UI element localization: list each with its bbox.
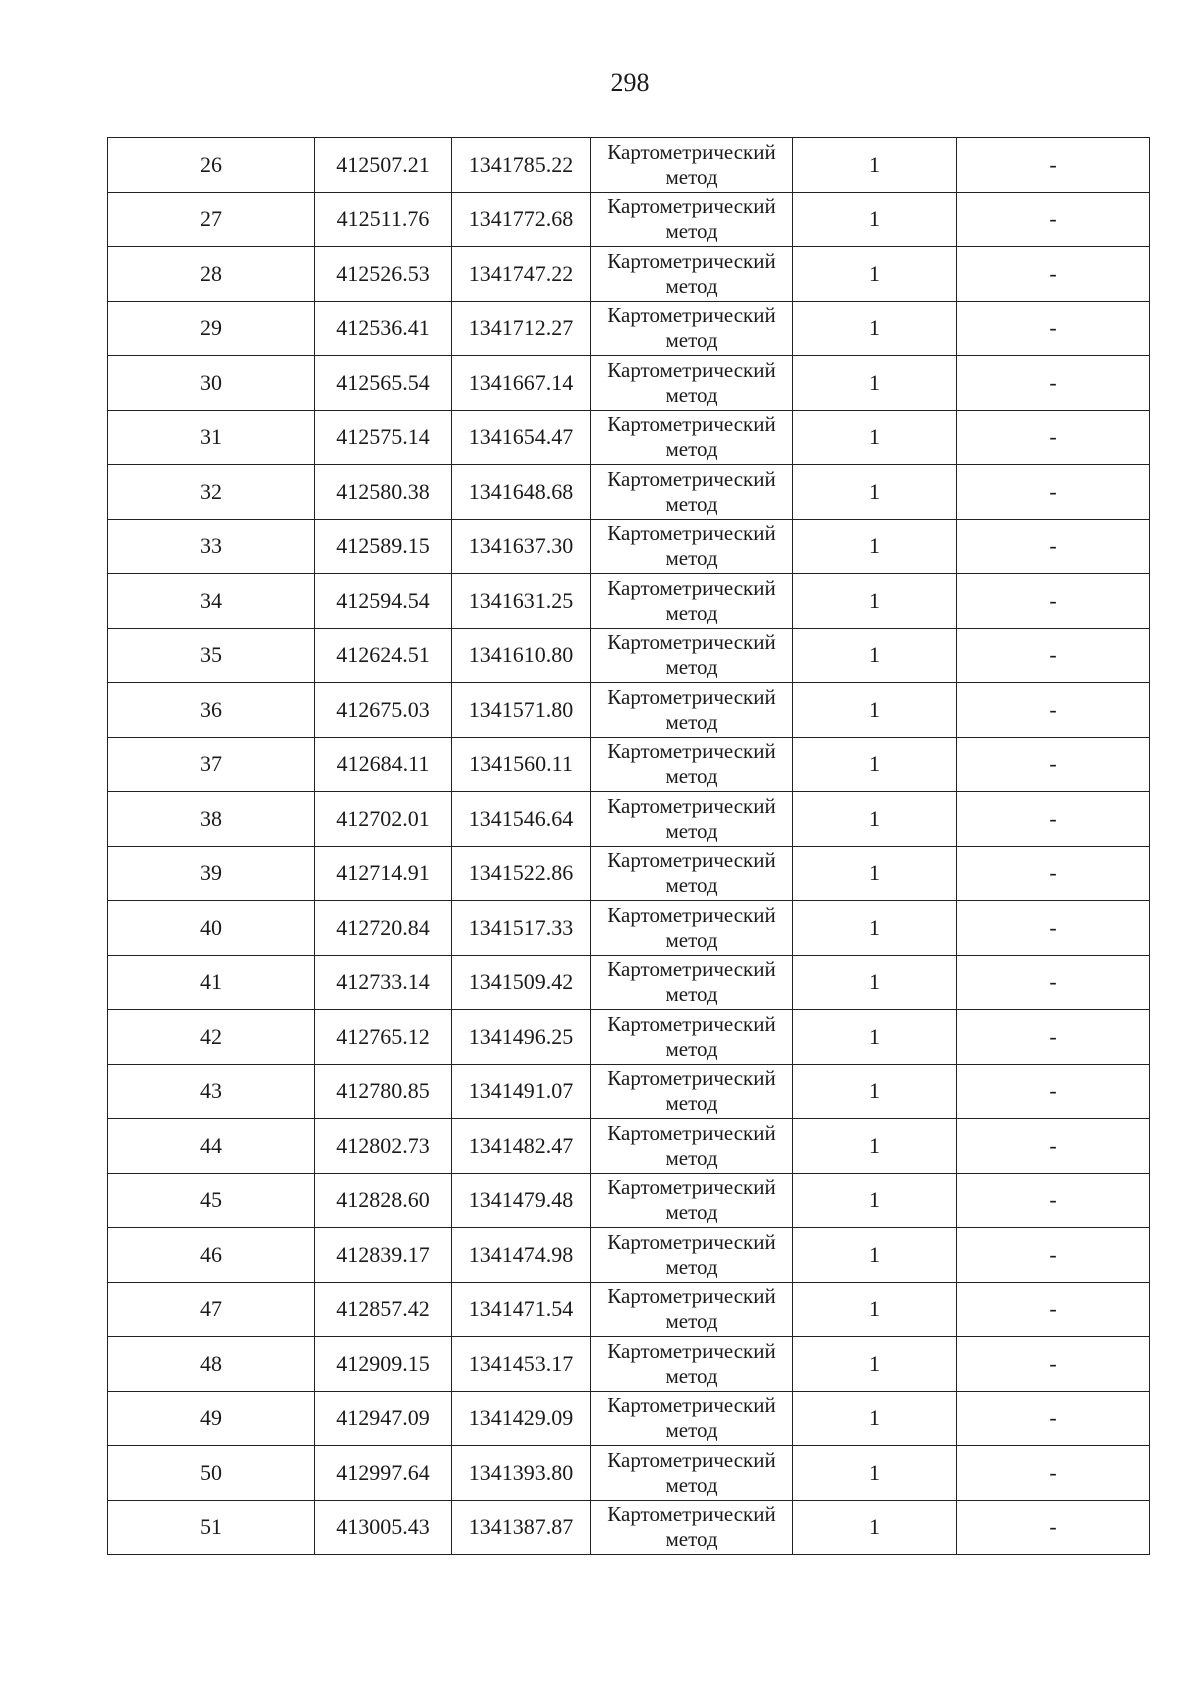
point-number-cell: 37 xyxy=(108,737,315,792)
method-line-2: метод xyxy=(665,1363,718,1388)
accuracy-cell: 1 xyxy=(793,1010,957,1065)
note-cell: - xyxy=(957,465,1150,520)
table-row xyxy=(108,1337,1150,1392)
method-cell xyxy=(591,1337,793,1392)
x-coordinate-cell: 413005.43 xyxy=(315,1500,452,1555)
point-number-cell: 42 xyxy=(108,1010,315,1065)
table-row xyxy=(108,1446,1150,1501)
method-line-2: метод xyxy=(665,491,718,516)
point-number-cell: 51 xyxy=(108,1500,315,1555)
method-cell xyxy=(591,901,793,956)
method-line-1: Картометрический xyxy=(607,1393,776,1418)
table-row xyxy=(108,1282,1150,1337)
y-coordinate-cell: 1341546.64 xyxy=(452,792,591,847)
method-line-1: Картометрический xyxy=(607,1338,776,1363)
method-line-1: Картометрический xyxy=(607,466,776,491)
x-coordinate-cell: 412947.09 xyxy=(315,1391,452,1446)
table-row xyxy=(108,1228,1150,1283)
table-row xyxy=(108,846,1150,901)
note-cell: - xyxy=(957,1010,1150,1065)
y-coordinate-cell: 1341571.80 xyxy=(452,683,591,738)
method-line-1: Картометрический xyxy=(607,1175,776,1200)
method-cell xyxy=(591,1173,793,1228)
method-line-2: метод xyxy=(665,873,718,898)
method-cell xyxy=(591,1446,793,1501)
y-coordinate-cell: 1341479.48 xyxy=(452,1173,591,1228)
note-cell: - xyxy=(957,1064,1150,1119)
point-number-cell: 44 xyxy=(108,1119,315,1174)
table-row xyxy=(108,683,1150,738)
method-line-2: метод xyxy=(665,1527,718,1552)
method-line-2: метод xyxy=(665,1091,718,1116)
table-row xyxy=(108,356,1150,411)
method-line-1: Картометрический xyxy=(607,902,776,927)
method-line-1: Картометрический xyxy=(607,630,776,655)
point-number-cell: 46 xyxy=(108,1228,315,1283)
method-line-2: метод xyxy=(665,1200,718,1225)
accuracy-cell: 1 xyxy=(793,792,957,847)
note-cell: - xyxy=(957,1173,1150,1228)
method-line-1: Картометрический xyxy=(607,1120,776,1145)
method-cell xyxy=(591,574,793,629)
y-coordinate-cell: 1341429.09 xyxy=(452,1391,591,1446)
x-coordinate-cell: 412565.54 xyxy=(315,356,452,411)
accuracy-cell: 1 xyxy=(793,1500,957,1555)
table-row xyxy=(108,192,1150,247)
note-cell: - xyxy=(957,192,1150,247)
table-row xyxy=(108,574,1150,629)
method-cell xyxy=(591,737,793,792)
accuracy-cell: 1 xyxy=(793,410,957,465)
method-cell xyxy=(591,247,793,302)
accuracy-cell: 1 xyxy=(793,628,957,683)
table-row xyxy=(108,465,1150,520)
note-cell: - xyxy=(957,574,1150,629)
method-cell xyxy=(591,1010,793,1065)
x-coordinate-cell: 412702.01 xyxy=(315,792,452,847)
method-cell xyxy=(591,1064,793,1119)
y-coordinate-cell: 1341747.22 xyxy=(452,247,591,302)
point-number-cell: 30 xyxy=(108,356,315,411)
note-cell: - xyxy=(957,410,1150,465)
x-coordinate-cell: 412511.76 xyxy=(315,192,452,247)
method-cell xyxy=(591,301,793,356)
y-coordinate-cell: 1341560.11 xyxy=(452,737,591,792)
method-line-2: метод xyxy=(665,219,718,244)
method-line-1: Картометрический xyxy=(607,1447,776,1472)
point-number-cell: 28 xyxy=(108,247,315,302)
accuracy-cell: 1 xyxy=(793,846,957,901)
method-line-2: метод xyxy=(665,1418,718,1443)
note-cell: - xyxy=(957,901,1150,956)
method-line-2: метод xyxy=(665,1472,718,1497)
method-cell xyxy=(591,465,793,520)
note-cell: - xyxy=(957,1391,1150,1446)
y-coordinate-cell: 1341482.47 xyxy=(452,1119,591,1174)
point-number-cell: 32 xyxy=(108,465,315,520)
x-coordinate-cell: 412536.41 xyxy=(315,301,452,356)
table-row xyxy=(108,792,1150,847)
note-cell: - xyxy=(957,1228,1150,1283)
table-row xyxy=(108,247,1150,302)
point-number-cell: 39 xyxy=(108,846,315,901)
accuracy-cell: 1 xyxy=(793,138,957,193)
table-row xyxy=(108,1064,1150,1119)
table-row xyxy=(108,1173,1150,1228)
note-cell: - xyxy=(957,519,1150,574)
accuracy-cell: 1 xyxy=(793,1446,957,1501)
y-coordinate-cell: 1341522.86 xyxy=(452,846,591,901)
y-coordinate-cell: 1341785.22 xyxy=(452,138,591,193)
note-cell: - xyxy=(957,846,1150,901)
y-coordinate-cell: 1341654.47 xyxy=(452,410,591,465)
accuracy-cell: 1 xyxy=(793,1064,957,1119)
y-coordinate-cell: 1341491.07 xyxy=(452,1064,591,1119)
method-line-2: метод xyxy=(665,164,718,189)
table-row xyxy=(108,1500,1150,1555)
method-line-1: Картометрический xyxy=(607,248,776,273)
point-number-cell: 27 xyxy=(108,192,315,247)
method-line-1: Картометрический xyxy=(607,1502,776,1527)
y-coordinate-cell: 1341772.68 xyxy=(452,192,591,247)
method-line-1: Картометрический xyxy=(607,521,776,546)
point-number-cell: 40 xyxy=(108,901,315,956)
accuracy-cell: 1 xyxy=(793,1119,957,1174)
method-line-1: Картометрический xyxy=(607,1011,776,1036)
y-coordinate-cell: 1341631.25 xyxy=(452,574,591,629)
x-coordinate-cell: 412714.91 xyxy=(315,846,452,901)
method-cell xyxy=(591,356,793,411)
method-cell xyxy=(591,1391,793,1446)
point-number-cell: 34 xyxy=(108,574,315,629)
table-row xyxy=(108,1010,1150,1065)
note-cell: - xyxy=(957,792,1150,847)
method-cell xyxy=(591,192,793,247)
point-number-cell: 29 xyxy=(108,301,315,356)
coordinates-table xyxy=(107,137,1150,1555)
point-number-cell: 47 xyxy=(108,1282,315,1337)
note-cell: - xyxy=(957,1446,1150,1501)
accuracy-cell: 1 xyxy=(793,901,957,956)
table-row xyxy=(108,737,1150,792)
method-line-2: метод xyxy=(665,1145,718,1170)
point-number-cell: 43 xyxy=(108,1064,315,1119)
method-cell xyxy=(591,1119,793,1174)
method-line-2: метод xyxy=(665,273,718,298)
point-number-cell: 48 xyxy=(108,1337,315,1392)
table-row xyxy=(108,628,1150,683)
y-coordinate-cell: 1341471.54 xyxy=(452,1282,591,1337)
x-coordinate-cell: 412733.14 xyxy=(315,955,452,1010)
method-line-2: метод xyxy=(665,546,718,571)
accuracy-cell: 1 xyxy=(793,301,957,356)
x-coordinate-cell: 412765.12 xyxy=(315,1010,452,1065)
x-coordinate-cell: 412594.54 xyxy=(315,574,452,629)
x-coordinate-cell: 412589.15 xyxy=(315,519,452,574)
page-number: 298 xyxy=(610,68,650,97)
method-line-1: Картометрический xyxy=(607,739,776,764)
note-cell: - xyxy=(957,1119,1150,1174)
method-line-1: Картометрический xyxy=(607,793,776,818)
y-coordinate-cell: 1341648.68 xyxy=(452,465,591,520)
accuracy-cell: 1 xyxy=(793,683,957,738)
method-line-1: Картометрический xyxy=(607,848,776,873)
table-row xyxy=(108,1391,1150,1446)
point-number-cell: 45 xyxy=(108,1173,315,1228)
accuracy-cell: 1 xyxy=(793,356,957,411)
method-cell xyxy=(591,628,793,683)
x-coordinate-cell: 412802.73 xyxy=(315,1119,452,1174)
y-coordinate-cell: 1341712.27 xyxy=(452,301,591,356)
method-line-2: метод xyxy=(665,764,718,789)
method-line-2: метод xyxy=(665,982,718,1007)
accuracy-cell: 1 xyxy=(793,465,957,520)
accuracy-cell: 1 xyxy=(793,1173,957,1228)
table-row xyxy=(108,1119,1150,1174)
method-line-1: Картометрический xyxy=(607,303,776,328)
accuracy-cell: 1 xyxy=(793,1282,957,1337)
method-line-1: Картометрический xyxy=(607,957,776,982)
method-cell xyxy=(591,683,793,738)
method-cell xyxy=(591,410,793,465)
point-number-cell: 35 xyxy=(108,628,315,683)
method-line-1: Картометрический xyxy=(607,684,776,709)
point-number-cell: 36 xyxy=(108,683,315,738)
x-coordinate-cell: 412839.17 xyxy=(315,1228,452,1283)
table-row xyxy=(108,301,1150,356)
method-line-2: метод xyxy=(665,655,718,680)
note-cell: - xyxy=(957,247,1150,302)
note-cell: - xyxy=(957,628,1150,683)
method-cell xyxy=(591,1500,793,1555)
x-coordinate-cell: 412720.84 xyxy=(315,901,452,956)
note-cell: - xyxy=(957,1282,1150,1337)
x-coordinate-cell: 412857.42 xyxy=(315,1282,452,1337)
x-coordinate-cell: 412828.60 xyxy=(315,1173,452,1228)
method-line-2: метод xyxy=(665,1254,718,1279)
note-cell: - xyxy=(957,301,1150,356)
method-line-2: метод xyxy=(665,709,718,734)
note-cell: - xyxy=(957,138,1150,193)
method-line-1: Картометрический xyxy=(607,412,776,437)
table-row xyxy=(108,410,1150,465)
y-coordinate-cell: 1341667.14 xyxy=(452,356,591,411)
note-cell: - xyxy=(957,356,1150,411)
note-cell: - xyxy=(957,955,1150,1010)
x-coordinate-cell: 412780.85 xyxy=(315,1064,452,1119)
method-line-2: метод xyxy=(665,1309,718,1334)
method-cell xyxy=(591,1282,793,1337)
point-number-cell: 31 xyxy=(108,410,315,465)
x-coordinate-cell: 412575.14 xyxy=(315,410,452,465)
table-row xyxy=(108,138,1150,193)
accuracy-cell: 1 xyxy=(793,247,957,302)
method-line-1: Картометрический xyxy=(607,357,776,382)
method-line-2: метод xyxy=(665,818,718,843)
point-number-cell: 33 xyxy=(108,519,315,574)
method-cell xyxy=(591,846,793,901)
method-line-2: метод xyxy=(665,437,718,462)
method-line-2: метод xyxy=(665,382,718,407)
method-line-2: метод xyxy=(665,328,718,353)
y-coordinate-cell: 1341637.30 xyxy=(452,519,591,574)
method-cell xyxy=(591,519,793,574)
point-number-cell: 49 xyxy=(108,1391,315,1446)
x-coordinate-cell: 412580.38 xyxy=(315,465,452,520)
x-coordinate-cell: 412997.64 xyxy=(315,1446,452,1501)
method-line-1: Картометрический xyxy=(607,194,776,219)
accuracy-cell: 1 xyxy=(793,192,957,247)
method-line-1: Картометрический xyxy=(607,1229,776,1254)
method-line-2: метод xyxy=(665,1036,718,1061)
table-row xyxy=(108,901,1150,956)
point-number-cell: 50 xyxy=(108,1446,315,1501)
accuracy-cell: 1 xyxy=(793,519,957,574)
method-line-1: Картометрический xyxy=(607,1284,776,1309)
note-cell: - xyxy=(957,737,1150,792)
y-coordinate-cell: 1341393.80 xyxy=(452,1446,591,1501)
point-number-cell: 26 xyxy=(108,138,315,193)
method-line-1: Картометрический xyxy=(607,139,776,164)
method-line-2: метод xyxy=(665,600,718,625)
method-cell xyxy=(591,138,793,193)
y-coordinate-cell: 1341509.42 xyxy=(452,955,591,1010)
method-cell xyxy=(591,955,793,1010)
accuracy-cell: 1 xyxy=(793,574,957,629)
y-coordinate-cell: 1341610.80 xyxy=(452,628,591,683)
y-coordinate-cell: 1341496.25 xyxy=(452,1010,591,1065)
accuracy-cell: 1 xyxy=(793,737,957,792)
method-line-1: Картометрический xyxy=(607,1066,776,1091)
accuracy-cell: 1 xyxy=(793,955,957,1010)
x-coordinate-cell: 412684.11 xyxy=(315,737,452,792)
x-coordinate-cell: 412675.03 xyxy=(315,683,452,738)
note-cell: - xyxy=(957,1337,1150,1392)
method-cell xyxy=(591,1228,793,1283)
point-number-cell: 38 xyxy=(108,792,315,847)
accuracy-cell: 1 xyxy=(793,1337,957,1392)
x-coordinate-cell: 412507.21 xyxy=(315,138,452,193)
coordinates-table-body xyxy=(108,138,1150,1555)
table-row xyxy=(108,955,1150,1010)
y-coordinate-cell: 1341453.17 xyxy=(452,1337,591,1392)
y-coordinate-cell: 1341474.98 xyxy=(452,1228,591,1283)
x-coordinate-cell: 412624.51 xyxy=(315,628,452,683)
note-cell: - xyxy=(957,1500,1150,1555)
table-row xyxy=(108,519,1150,574)
method-line-1: Картометрический xyxy=(607,575,776,600)
accuracy-cell: 1 xyxy=(793,1228,957,1283)
x-coordinate-cell: 412526.53 xyxy=(315,247,452,302)
accuracy-cell: 1 xyxy=(793,1391,957,1446)
x-coordinate-cell: 412909.15 xyxy=(315,1337,452,1392)
y-coordinate-cell: 1341387.87 xyxy=(452,1500,591,1555)
note-cell: - xyxy=(957,683,1150,738)
y-coordinate-cell: 1341517.33 xyxy=(452,901,591,956)
method-cell xyxy=(591,792,793,847)
point-number-cell: 41 xyxy=(108,955,315,1010)
method-line-2: метод xyxy=(665,927,718,952)
